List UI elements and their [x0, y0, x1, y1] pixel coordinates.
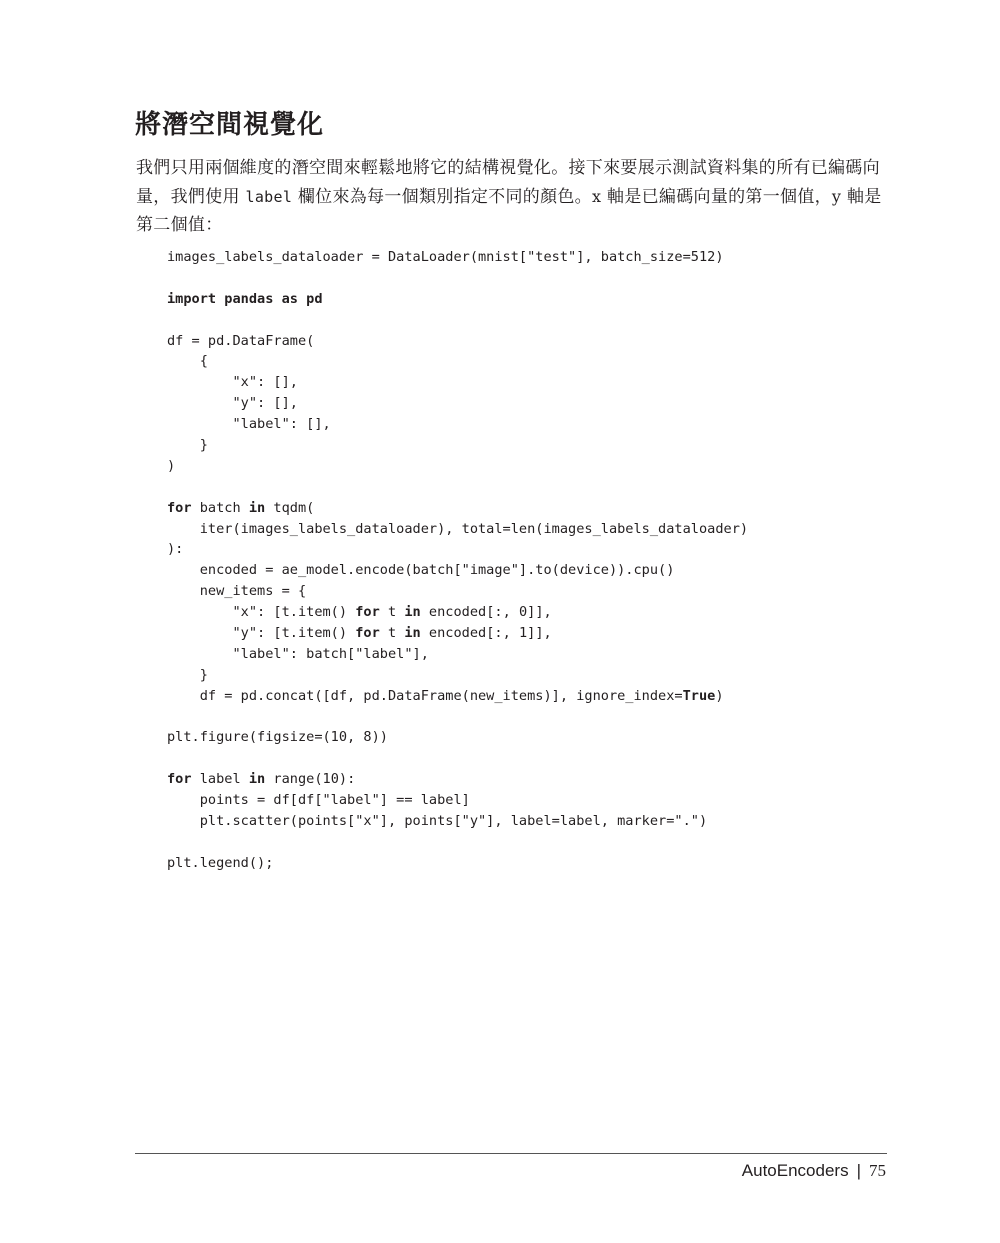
code-keyword: in — [248, 499, 266, 516]
code-token: t — [379, 604, 405, 621]
code-token: ) — [715, 687, 724, 704]
code-token: "x": [], — [167, 374, 298, 391]
code-line — [167, 832, 748, 853]
code-token: new_items = { — [167, 583, 307, 600]
code-token: ) — [167, 457, 176, 474]
footer-separator: | — [856, 1161, 861, 1180]
code-line — [167, 456, 748, 477]
code-token: ): — [167, 541, 184, 558]
body-paragraph — [136, 154, 888, 240]
code-line — [167, 560, 748, 581]
code-token: encoded[:, 1]], — [420, 625, 552, 642]
code-keyword: in — [404, 604, 421, 621]
x-variable: x — [591, 186, 602, 206]
code-line — [167, 393, 748, 414]
code-token: df = pd.concat([df, pd.DataFrame(new_items)], ignore_index= — [167, 687, 683, 704]
code-line — [167, 414, 748, 435]
code-line — [167, 519, 748, 540]
code-line — [167, 477, 748, 498]
code-token: } — [167, 437, 208, 454]
code-token: batch — [191, 499, 249, 516]
code-token: encoded[:, 0]], — [420, 604, 552, 621]
code-token: images_labels_dataloader = DataLoader(mnist["test"], batch_size=512) — [167, 249, 724, 265]
code-token: label — [191, 771, 249, 788]
code-token: t — [379, 625, 405, 642]
code-token: df = pd.DataFrame( — [167, 332, 315, 349]
code-line — [167, 644, 748, 665]
code-line — [167, 707, 748, 728]
code-line — [167, 790, 748, 811]
chapter-title: AutoEncoders — [741, 1161, 849, 1180]
section-heading: 將潛空間視覺化 — [135, 110, 325, 140]
code-line — [167, 686, 748, 707]
code-line — [167, 268, 748, 289]
code-token: "x": [t.item() — [167, 604, 356, 621]
page-footer — [742, 1161, 886, 1181]
code-token: tqdm( — [265, 499, 315, 516]
code-line — [167, 310, 748, 331]
paragraph-text: 欄位來為每一個類別指定不同的顏色。 — [292, 186, 592, 207]
code-keyword: in — [404, 625, 421, 642]
code-keyword: for — [355, 604, 380, 621]
code-line — [167, 623, 748, 644]
code-line — [167, 811, 748, 832]
code-token: "label": [], — [167, 416, 331, 433]
code-line — [167, 435, 748, 456]
code-keyword: for — [167, 499, 192, 516]
code-token: points = df[df["label"] == label] — [167, 792, 470, 809]
code-line — [167, 748, 748, 769]
code-token: "y": [t.item() — [167, 625, 356, 642]
code-line — [167, 727, 748, 748]
code-token: plt.figure(figsize=(10, 8)) — [167, 729, 388, 746]
code-token: plt.scatter(points["x"], points["y"], label=label, marker=".") — [167, 813, 708, 830]
code-keyword: True — [682, 687, 716, 704]
paragraph-text: 軸是第二個值： — [136, 186, 882, 235]
y-variable: y — [831, 186, 842, 206]
code-line — [167, 602, 748, 623]
inline-code-label: label — [245, 187, 293, 206]
code-line — [167, 289, 748, 310]
code-line — [167, 331, 748, 352]
code-line — [167, 769, 748, 790]
code-token: } — [167, 666, 208, 683]
code-token: plt.legend(); — [167, 854, 274, 871]
code-line — [167, 581, 748, 602]
footer-divider — [135, 1153, 887, 1154]
page-number: 75 — [869, 1161, 886, 1180]
code-keyword: in — [248, 771, 266, 788]
code-keyword: for — [167, 771, 192, 788]
code-token: { — [167, 353, 208, 370]
code-keyword: for — [355, 625, 380, 642]
code-token: "label": batch["label"], — [167, 645, 429, 662]
code-token: encoded = ae_model.encode(batch["image"].to(device)).cpu() — [167, 562, 675, 579]
code-token: range(10): — [265, 771, 356, 788]
paragraph-text: 軸是已編碼向量的第一個值， — [601, 186, 832, 207]
code-keyword: import pandas as pd — [167, 290, 323, 307]
code-line — [167, 539, 748, 560]
code-token: "y": [], — [167, 395, 298, 412]
paragraph-text: 我們只用兩個維度的潛空間來輕鬆地將它的結構視覺化。接下來要展示測試資料集的所有已編碼向量，我們使用 — [136, 158, 880, 207]
code-block — [167, 247, 748, 874]
code-line — [167, 372, 748, 393]
code-line — [167, 498, 748, 519]
code-token: iter(images_labels_dataloader), total=len(images_labels_dataloader) — [167, 520, 749, 537]
code-line — [167, 853, 748, 874]
code-line — [167, 351, 748, 372]
code-line — [167, 665, 748, 686]
code-line — [167, 247, 748, 268]
